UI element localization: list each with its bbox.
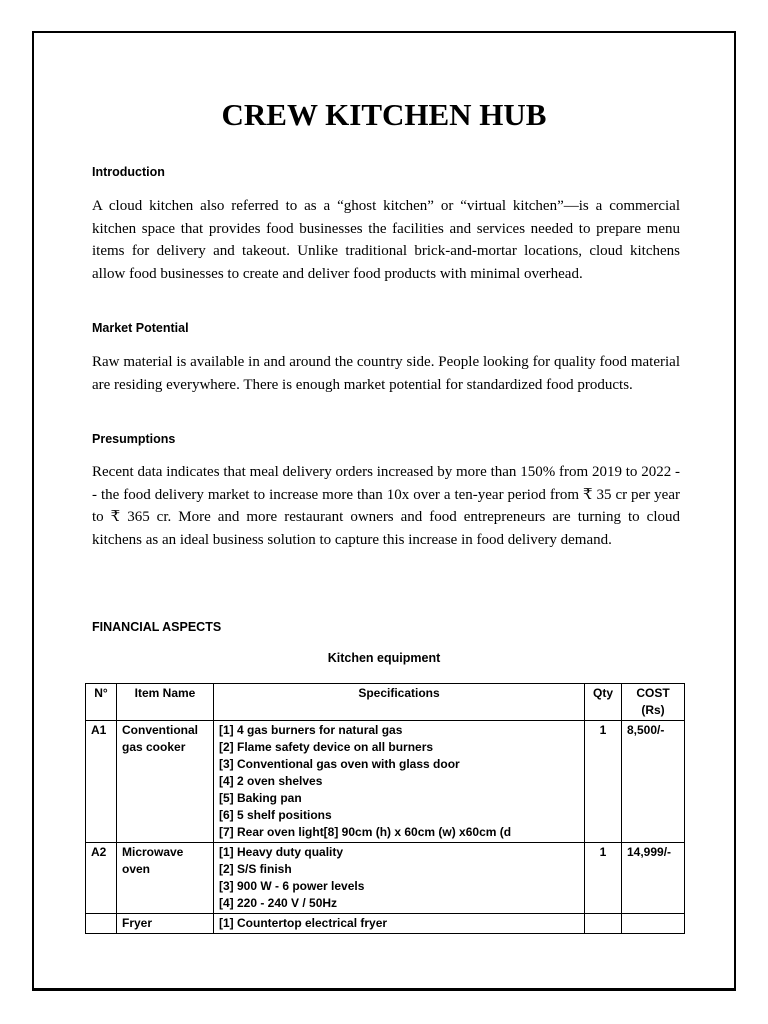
row-cost: 8,500/- — [622, 721, 685, 843]
item-name-line: oven — [122, 862, 151, 876]
presumptions-text: Recent data indicates that meal delivery orders increased by more than 150% from 2019 to 2022 -- the food delivery market to increase more than 10x over a ten-year period from ₹ 35 cr per year to ₹ 365 cr. More and more restaurant owners and food entrepreneurs are turning to cloud kitchens as an ideal business solution to capture this increase in food delivery demand. — [92, 464, 680, 548]
header-qty: Qty — [585, 684, 622, 721]
spec-line: [4] 2 oven shelves — [219, 774, 323, 788]
header-cost-line1: COST — [636, 686, 670, 700]
row-specifications — [214, 843, 585, 914]
market-potential-text: Raw material is available in and around the country side. People looking for quality food material are residing everywhere. There is enough market potential for standardized food products. — [92, 354, 680, 393]
introduction-text: A cloud kitchen also referred to as a “ghost kitchen” or “virtual kitchen”—is a commercial kitchen space that provides food businesses the facilities and services needed to prepare menu items for delivery and takeout. Unlike traditional brick-and-mortar locations, cloud kitchens allow food businesses to create and deliver food products with minimal overhead. — [92, 198, 680, 282]
row-specifications — [214, 914, 585, 934]
financial-aspects-heading: FINANCIAL ASPECTS — [92, 620, 222, 634]
document-page — [32, 31, 736, 991]
row-qty: 1 — [585, 843, 622, 914]
presumptions-heading: Presumptions — [92, 432, 176, 446]
spec-line: [5] Baking pan — [219, 791, 302, 805]
table-row — [86, 721, 685, 843]
kitchen-equipment-table — [85, 683, 685, 934]
spec-line: [1] 4 gas burners for natural gas — [219, 723, 403, 737]
market-potential-heading: Market Potential — [92, 321, 189, 335]
header-cost-line2: (Rs) — [641, 703, 665, 717]
spec-line: [6] 5 shelf positions — [219, 808, 332, 822]
row-cost: 14,999/- — [622, 843, 685, 914]
spec-line: [2] S/S finish — [219, 862, 292, 876]
document-title: CREW KITCHEN HUB — [221, 97, 547, 132]
kitchen-equipment-title: Kitchen equipment — [327, 651, 441, 665]
spec-line: [3] 900 W - 6 power levels — [219, 879, 365, 893]
table-header-row — [86, 684, 685, 721]
header-item-name: Item Name — [117, 684, 214, 721]
row-item-name — [117, 914, 214, 934]
row-number — [86, 914, 117, 934]
row-item-name — [117, 843, 214, 914]
table-row — [86, 914, 685, 934]
item-name-line: gas cooker — [122, 740, 186, 754]
spec-line: [2] Flame safety device on all burners — [219, 740, 434, 754]
item-name-line: Microwave — [122, 845, 184, 859]
header-cost — [622, 684, 685, 721]
item-name-line: Conventional — [122, 723, 199, 737]
row-item-name — [117, 721, 214, 843]
spec-line: [1] Heavy duty quality — [219, 845, 344, 859]
row-specifications — [214, 721, 585, 843]
row-qty — [585, 914, 622, 934]
row-number: A2 — [86, 843, 117, 914]
spec-line: [3] Conventional gas oven with glass door — [219, 757, 460, 771]
introduction-heading: Introduction — [92, 165, 165, 179]
table-row — [86, 843, 685, 914]
spec-line: [4] 220 - 240 V / 50Hz — [219, 896, 338, 910]
spec-line: [7] Rear oven light[8] 90cm (h) x 60cm (w) x60cm (d — [219, 825, 512, 839]
header-specifications: Specifications — [214, 684, 585, 721]
row-number: A1 — [86, 721, 117, 843]
header-no: N° — [86, 684, 117, 721]
row-qty: 1 — [585, 721, 622, 843]
spec-line: [1] Countertop electrical fryer — [219, 916, 388, 930]
item-name-line: Fryer — [122, 916, 153, 930]
row-cost — [622, 914, 685, 934]
